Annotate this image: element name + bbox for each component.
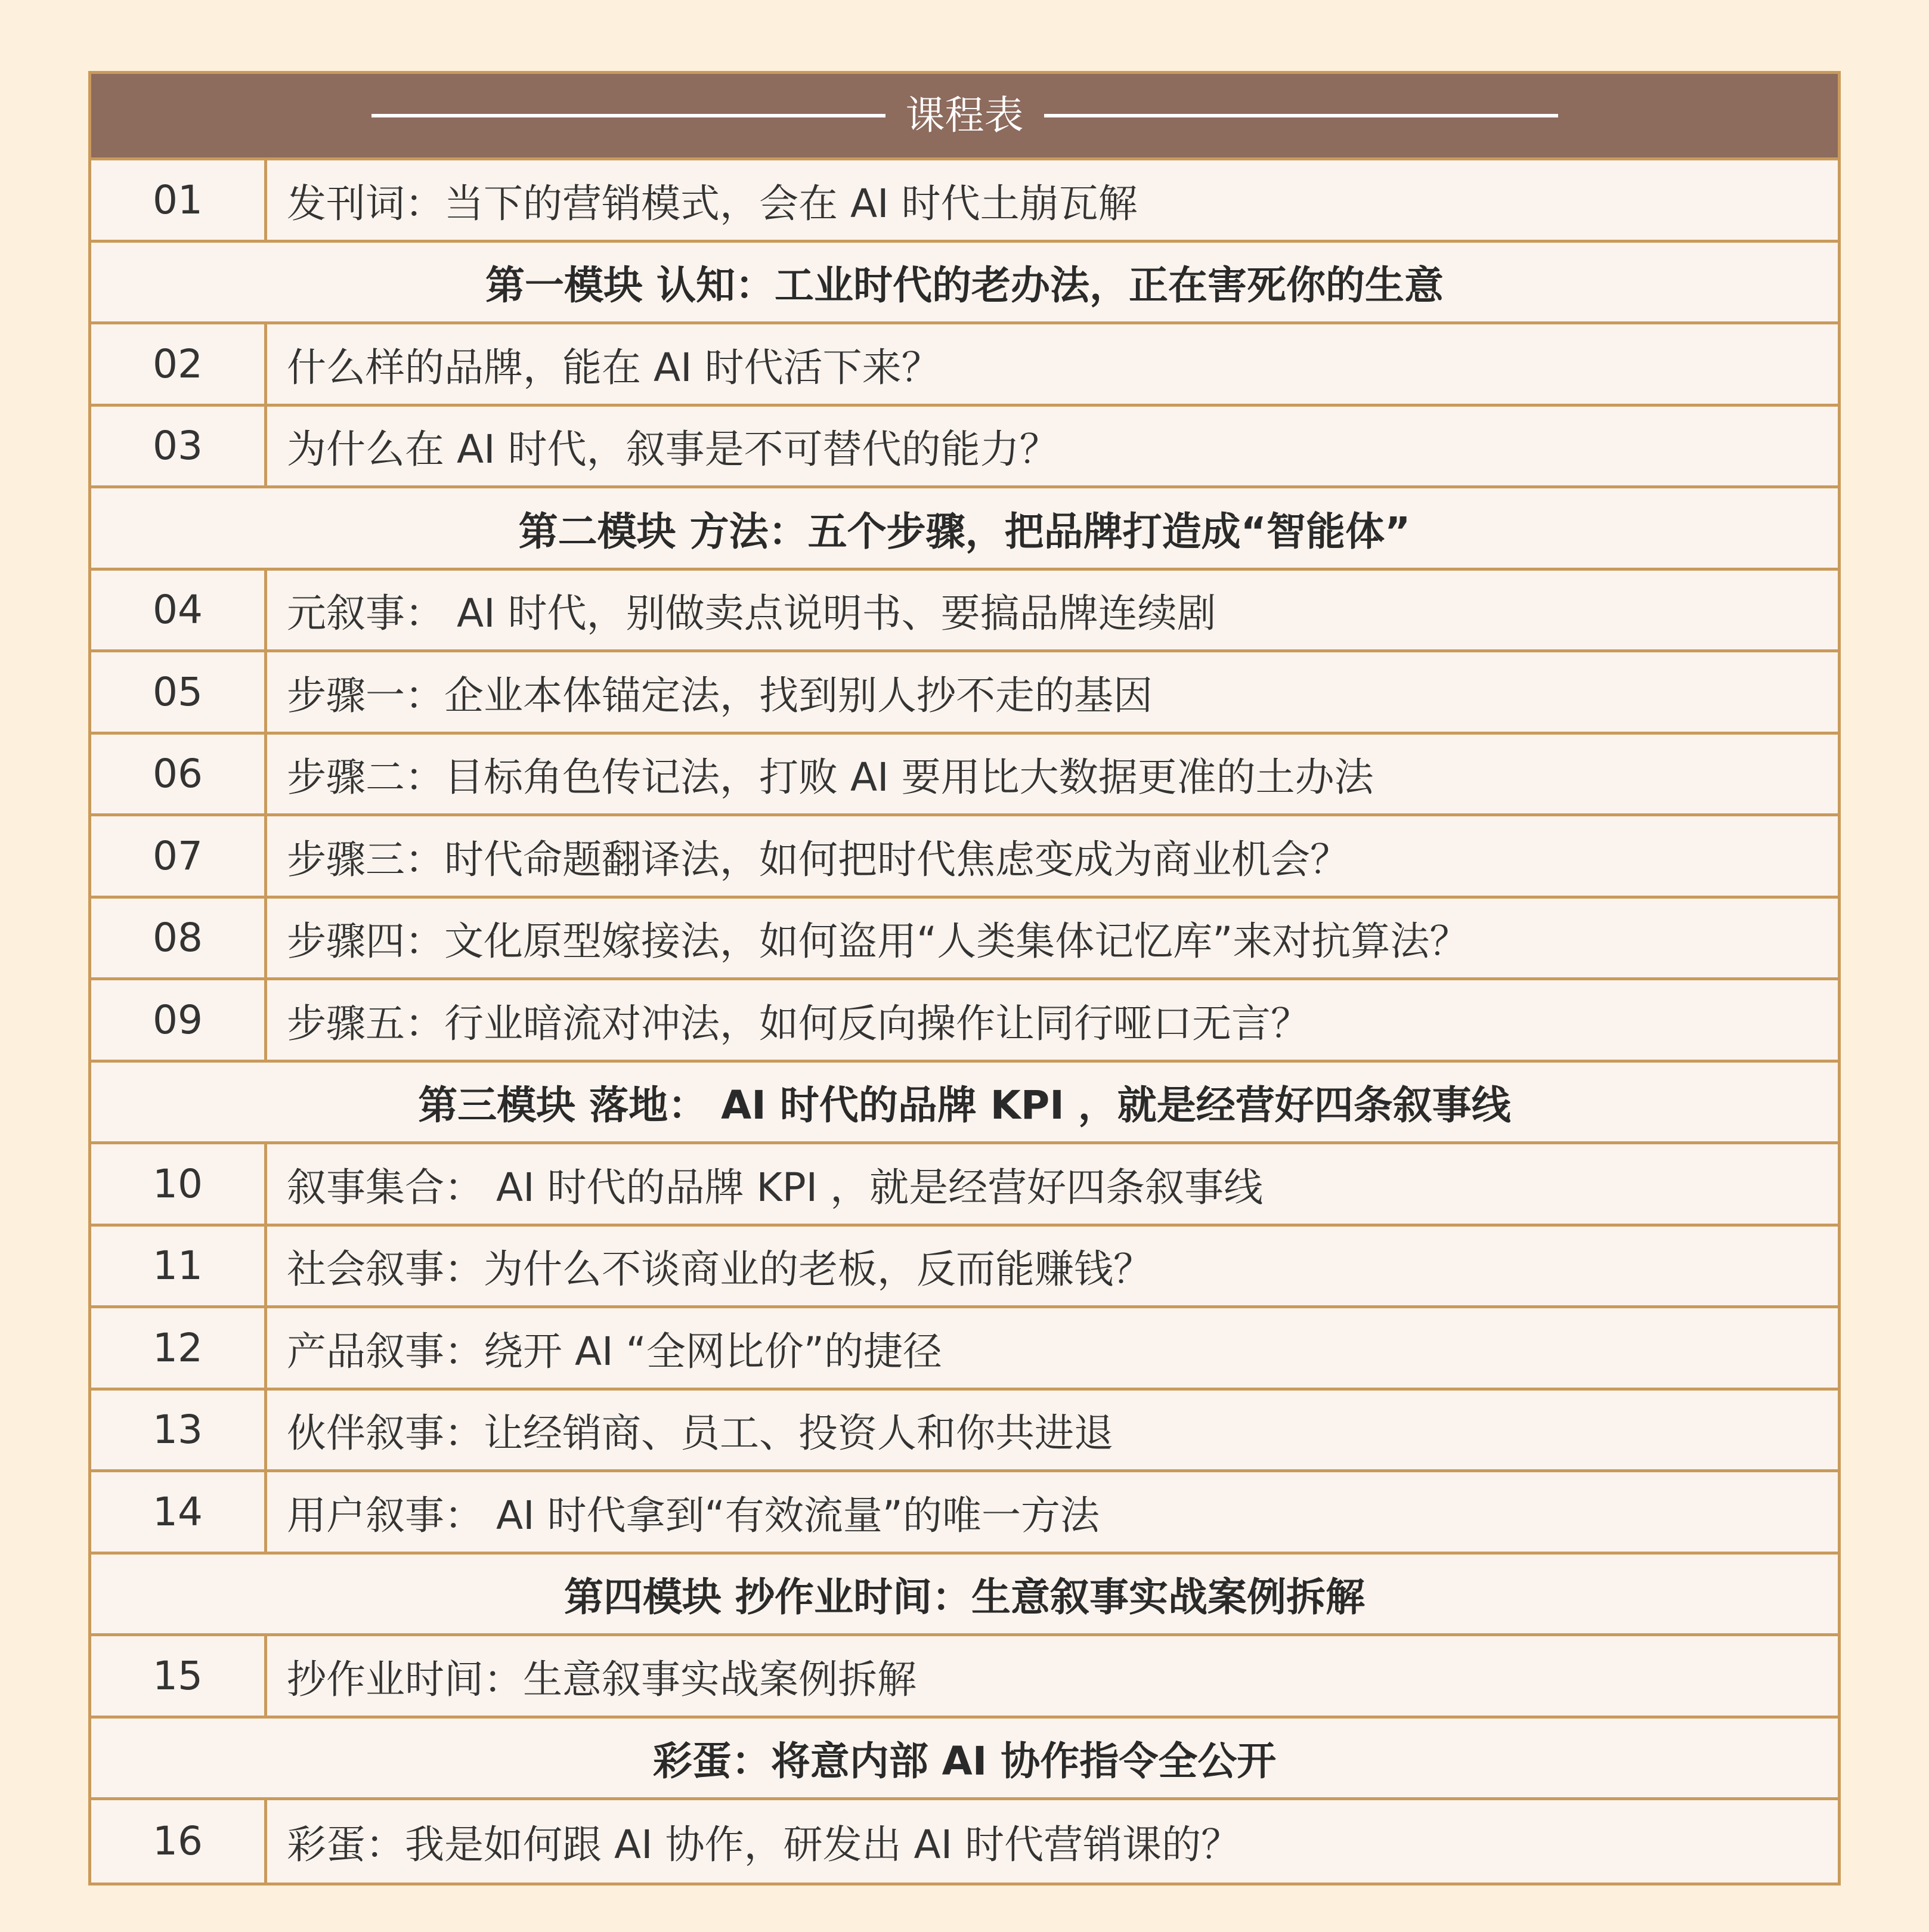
lesson-title: 彩蛋：我是如何跟 AI 协作，研发出 AI 时代营销课的？ xyxy=(287,1822,1241,1868)
lesson-title: 元叙事： AI 时代，别做卖点说明书、要搞品牌连续剧 xyxy=(287,590,1216,637)
lesson-number: 04 xyxy=(91,571,267,650)
lesson-row xyxy=(91,1227,1838,1309)
lesson-number: 12 xyxy=(91,1308,267,1388)
lesson-number: 03 xyxy=(91,407,267,486)
lesson-title: 社会叙事：为什么不谈商业的老板，反而能赚钱？ xyxy=(287,1246,1153,1293)
lesson-title: 抄作业时间：生意叙事实战案例拆解 xyxy=(287,1656,916,1702)
lesson-row xyxy=(91,1636,1838,1719)
lesson-number: 08 xyxy=(91,899,267,978)
lesson-number: 13 xyxy=(91,1391,267,1470)
lesson-row xyxy=(91,899,1838,981)
schedule-rows xyxy=(91,160,1838,1883)
course-schedule-table xyxy=(88,71,1841,1885)
lesson-number: 05 xyxy=(91,652,267,732)
module-heading-row: 第二模块 方法：五个步骤，把品牌打造成“智能体” xyxy=(91,488,1838,571)
lesson-row xyxy=(91,980,1838,1063)
header-divider-right xyxy=(1044,114,1558,117)
lesson-title: 步骤二：目标角色传记法，打败 AI 要用比大数据更准的土办法 xyxy=(287,754,1374,801)
schedule-title: 课程表 xyxy=(905,92,1024,138)
lesson-title: 什么样的品牌，能在 AI 时代活下来？ xyxy=(287,344,941,391)
lesson-number: 07 xyxy=(91,816,267,896)
lesson-row xyxy=(91,1800,1838,1883)
header-divider-left xyxy=(371,114,885,117)
lesson-row xyxy=(91,816,1838,899)
lesson-row xyxy=(91,160,1838,243)
module-heading-row: 第四模块 抄作业时间：生意叙事实战案例拆解 xyxy=(91,1555,1838,1637)
lesson-number: 10 xyxy=(91,1144,267,1224)
lesson-number: 06 xyxy=(91,735,267,814)
lesson-row xyxy=(91,571,1838,653)
lesson-number: 02 xyxy=(91,324,267,404)
lesson-number: 15 xyxy=(91,1636,267,1716)
lesson-number: 16 xyxy=(91,1800,267,1883)
lesson-row xyxy=(91,407,1838,489)
lesson-row xyxy=(91,1144,1838,1227)
lesson-row xyxy=(91,324,1838,407)
lesson-title: 步骤一：企业本体锚定法，找到别人抄不走的基因 xyxy=(287,672,1153,719)
lesson-title: 用户叙事： AI 时代拿到“有效流量”的唯一方法 xyxy=(287,1492,1100,1538)
schedule-header xyxy=(91,74,1838,160)
lesson-title: 为什么在 AI 时代，叙事是不可替代的能力？ xyxy=(287,426,1059,473)
module-heading-row: 第一模块 认知：工业时代的老办法，正在害死你的生意 xyxy=(91,243,1838,325)
lesson-row xyxy=(91,1308,1838,1391)
lesson-number: 11 xyxy=(91,1227,267,1306)
lesson-number: 01 xyxy=(91,160,267,240)
lesson-title: 叙事集合： AI 时代的品牌 KPI ，就是经营好四条叙事线 xyxy=(287,1164,1264,1210)
module-heading-row: 第三模块 落地： AI 时代的品牌 KPI ，就是经营好四条叙事线 xyxy=(91,1063,1838,1145)
lesson-title: 步骤三：时代命题翻译法，如何把时代焦虑变成为商业机会？ xyxy=(287,836,1349,883)
module-heading-row: 彩蛋：将意内部 AI 协作指令全公开 xyxy=(91,1719,1838,1801)
lesson-number: 09 xyxy=(91,980,267,1060)
lesson-title: 发刊词：当下的营销模式，会在 AI 时代土崩瓦解 xyxy=(287,180,1138,227)
lesson-row xyxy=(91,1472,1838,1555)
lesson-title: 步骤四：文化原型嫁接法，如何盗用“人类集体记忆库”来对抗算法？ xyxy=(287,918,1469,965)
lesson-row xyxy=(91,652,1838,735)
lesson-row xyxy=(91,735,1838,817)
lesson-title: 产品叙事：绕开 AI “全网比价”的捷径 xyxy=(287,1328,942,1374)
lesson-row xyxy=(91,1391,1838,1473)
lesson-title: 伙伴叙事：让经销商、员工、投资人和你共进退 xyxy=(287,1410,1113,1457)
lesson-title: 步骤五：行业暗流对冲法，如何反向操作让同行哑口无言？ xyxy=(287,1000,1310,1046)
lesson-number: 14 xyxy=(91,1472,267,1552)
